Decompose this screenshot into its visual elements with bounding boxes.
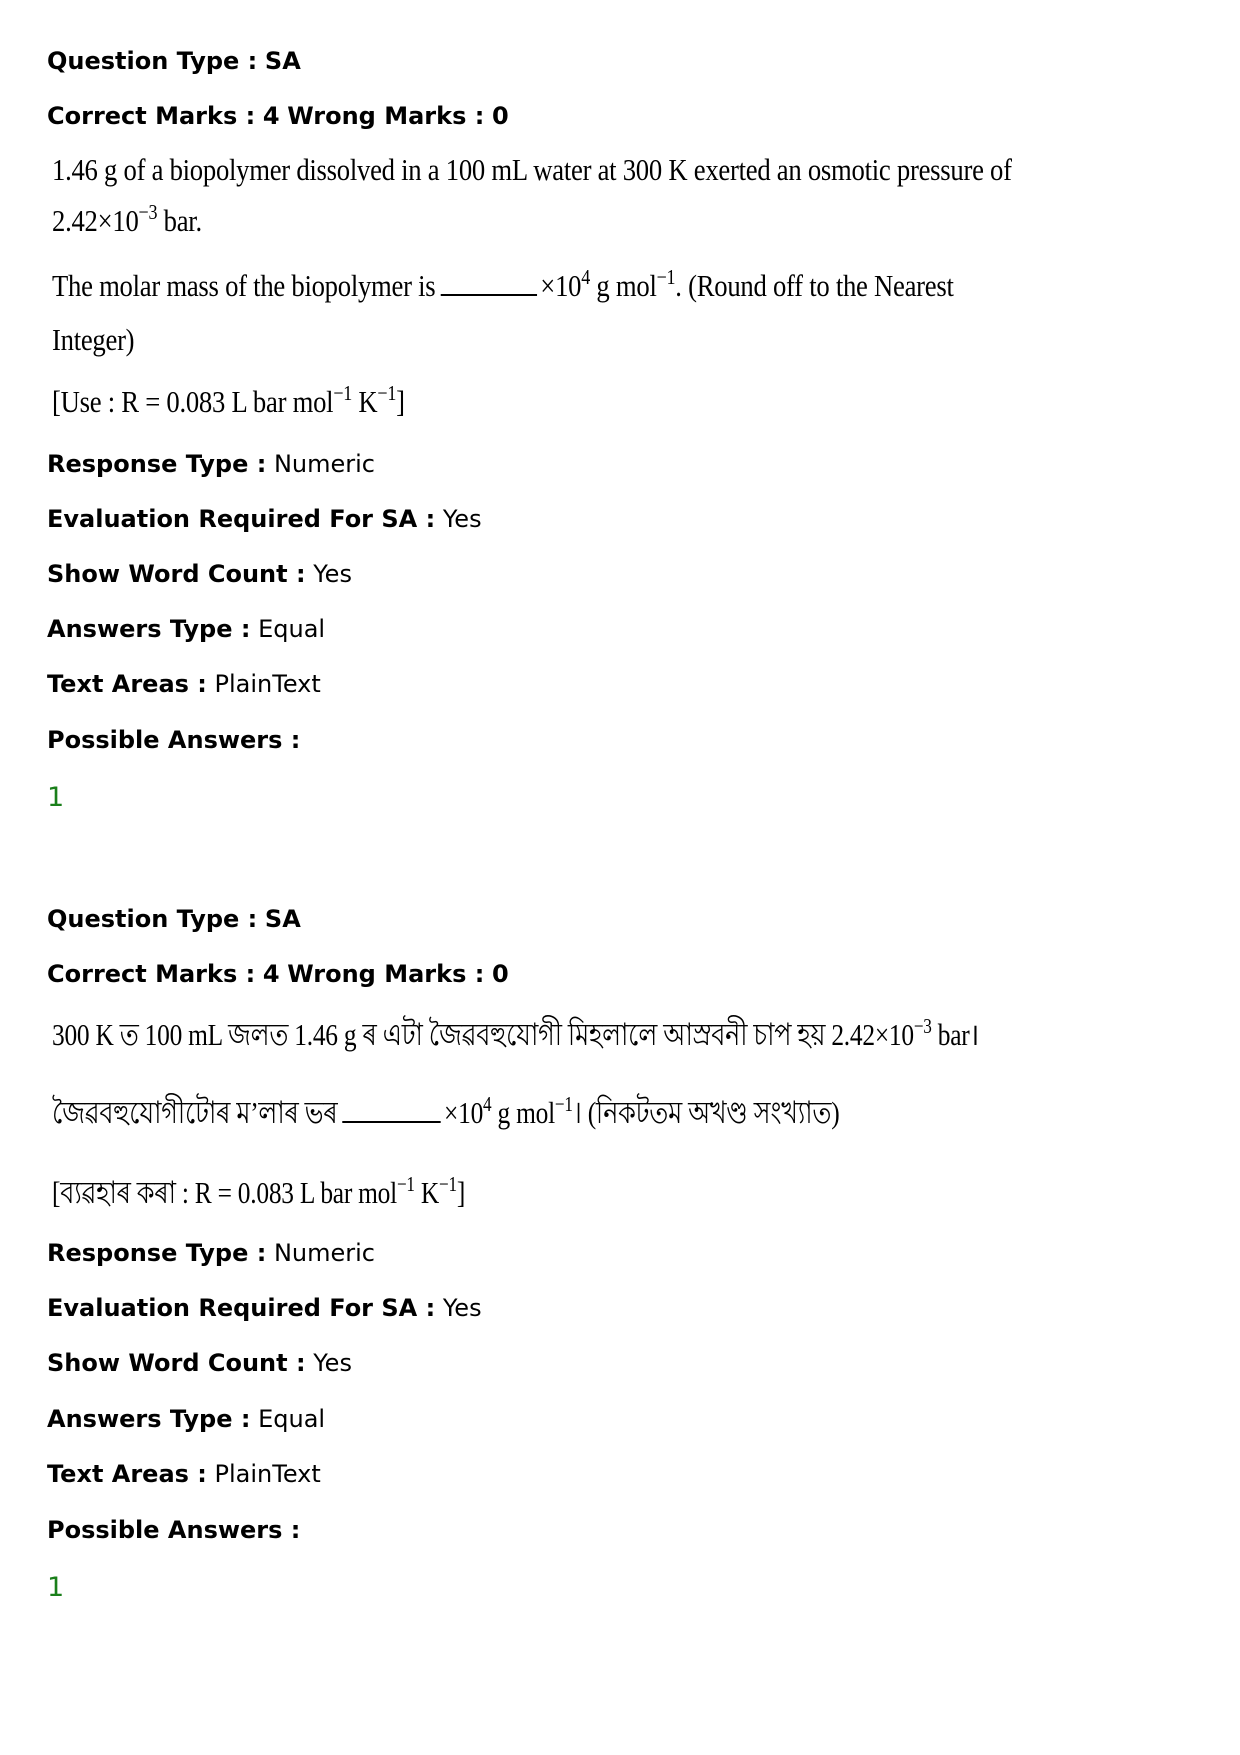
response-type-label: Response Type :: [47, 450, 267, 478]
answers-type-line: [47, 614, 325, 644]
marks-line: [47, 101, 509, 131]
possible-answers-label: Possible Answers :: [47, 726, 301, 754]
correct-marks-label: Correct Marks :: [47, 960, 256, 988]
possible-answers-line: [47, 725, 300, 755]
question-type-value: SA: [264, 905, 301, 933]
question-type-label: Question Type :: [47, 905, 258, 933]
possible-answers-line: [47, 1515, 300, 1545]
question-type-line: [47, 904, 301, 934]
word-count-value: Yes: [313, 560, 352, 588]
word-count-label: Show Word Count :: [47, 560, 306, 588]
response-type-line: [47, 449, 375, 479]
text-areas-value: PlainText: [214, 670, 321, 698]
word-count-label: Show Word Count :: [47, 1349, 306, 1377]
wrong-marks-value: 0: [491, 960, 509, 988]
question-type-value: SA: [264, 47, 301, 75]
word-count-line: [47, 1348, 352, 1378]
answers-type-value: Equal: [258, 615, 326, 643]
possible-answer-value: 1: [47, 1572, 65, 1603]
stem-line: Integer): [52, 322, 135, 357]
text-areas-label: Text Areas :: [47, 670, 207, 698]
marks-line: [47, 959, 509, 989]
wrong-marks-value: 0: [491, 102, 509, 130]
question-type-label: Question Type :: [47, 47, 258, 75]
evaluation-label: Evaluation Required For SA :: [47, 1294, 436, 1322]
answers-type-label: Answers Type :: [47, 615, 251, 643]
response-type-value: Numeric: [273, 1239, 375, 1267]
stem-line: The molar mass of the biopolymer is $\times 10^4$ g mol$^{-1}$. (Round off to the Nearest: [52, 265, 954, 303]
answers-type-line: [47, 1404, 325, 1434]
response-type-value: Numeric: [273, 450, 375, 478]
stem-line: জৈৱবহুযোগীটোৰ ম’লাৰ ভৰ $\times 10^4$ g mol$^{-1}$। (নিকটতম অখণ্ড সংখ্যাত): [52, 1092, 840, 1130]
wrong-marks-label: Wrong Marks :: [287, 102, 485, 130]
stem-line: 300 K ত 100 mL জলত 1.46 g ৰ এটা জৈৱবহুযোগী মিহলালে আস্ৰবনী চাপ হয় $2.42\times 10^{-3}$ bar।: [52, 1014, 979, 1052]
evaluation-label: Evaluation Required For SA :: [47, 505, 436, 533]
answer-blank: [441, 268, 537, 296]
wrong-marks-label: Wrong Marks :: [287, 960, 485, 988]
evaluation-line: [47, 1293, 482, 1323]
response-type-line: [47, 1238, 375, 1268]
possible-answers-label: Possible Answers :: [47, 1516, 301, 1544]
stem-line: 1.46 g of a biopolymer dissolved in a 100 mL water at 300 K exerted an osmotic pressure of: [52, 152, 1012, 187]
text-areas-value: PlainText: [214, 1460, 321, 1488]
evaluation-line: [47, 504, 482, 534]
possible-answer-value: 1: [47, 782, 65, 813]
answers-type-value: Equal: [258, 1405, 326, 1433]
question-type-line: [47, 46, 301, 76]
text-areas-line: [47, 669, 321, 699]
evaluation-value: Yes: [442, 1294, 482, 1322]
evaluation-value: Yes: [442, 505, 482, 533]
stem-line: $2.42\times 10^{-3}$ bar.: [52, 200, 202, 238]
word-count-line: [47, 559, 352, 589]
text-areas-line: [47, 1459, 321, 1489]
answer-blank: [342, 1095, 440, 1123]
stem-line: [ব্যৱহাৰ কৰা : R = 0.083 L bar mol$^{-1}$ $K^{-1}$]: [52, 1172, 466, 1210]
response-type-label: Response Type :: [47, 1239, 267, 1267]
correct-marks-value: 4: [262, 102, 280, 130]
answers-type-label: Answers Type :: [47, 1405, 251, 1433]
stem-line: [Use : R = 0.083 L bar mol$^{-1}$ $K^{-1}$]: [52, 381, 405, 419]
word-count-value: Yes: [313, 1349, 352, 1377]
correct-marks-label: Correct Marks :: [47, 102, 256, 130]
text-areas-label: Text Areas :: [47, 1460, 207, 1488]
correct-marks-value: 4: [262, 960, 280, 988]
